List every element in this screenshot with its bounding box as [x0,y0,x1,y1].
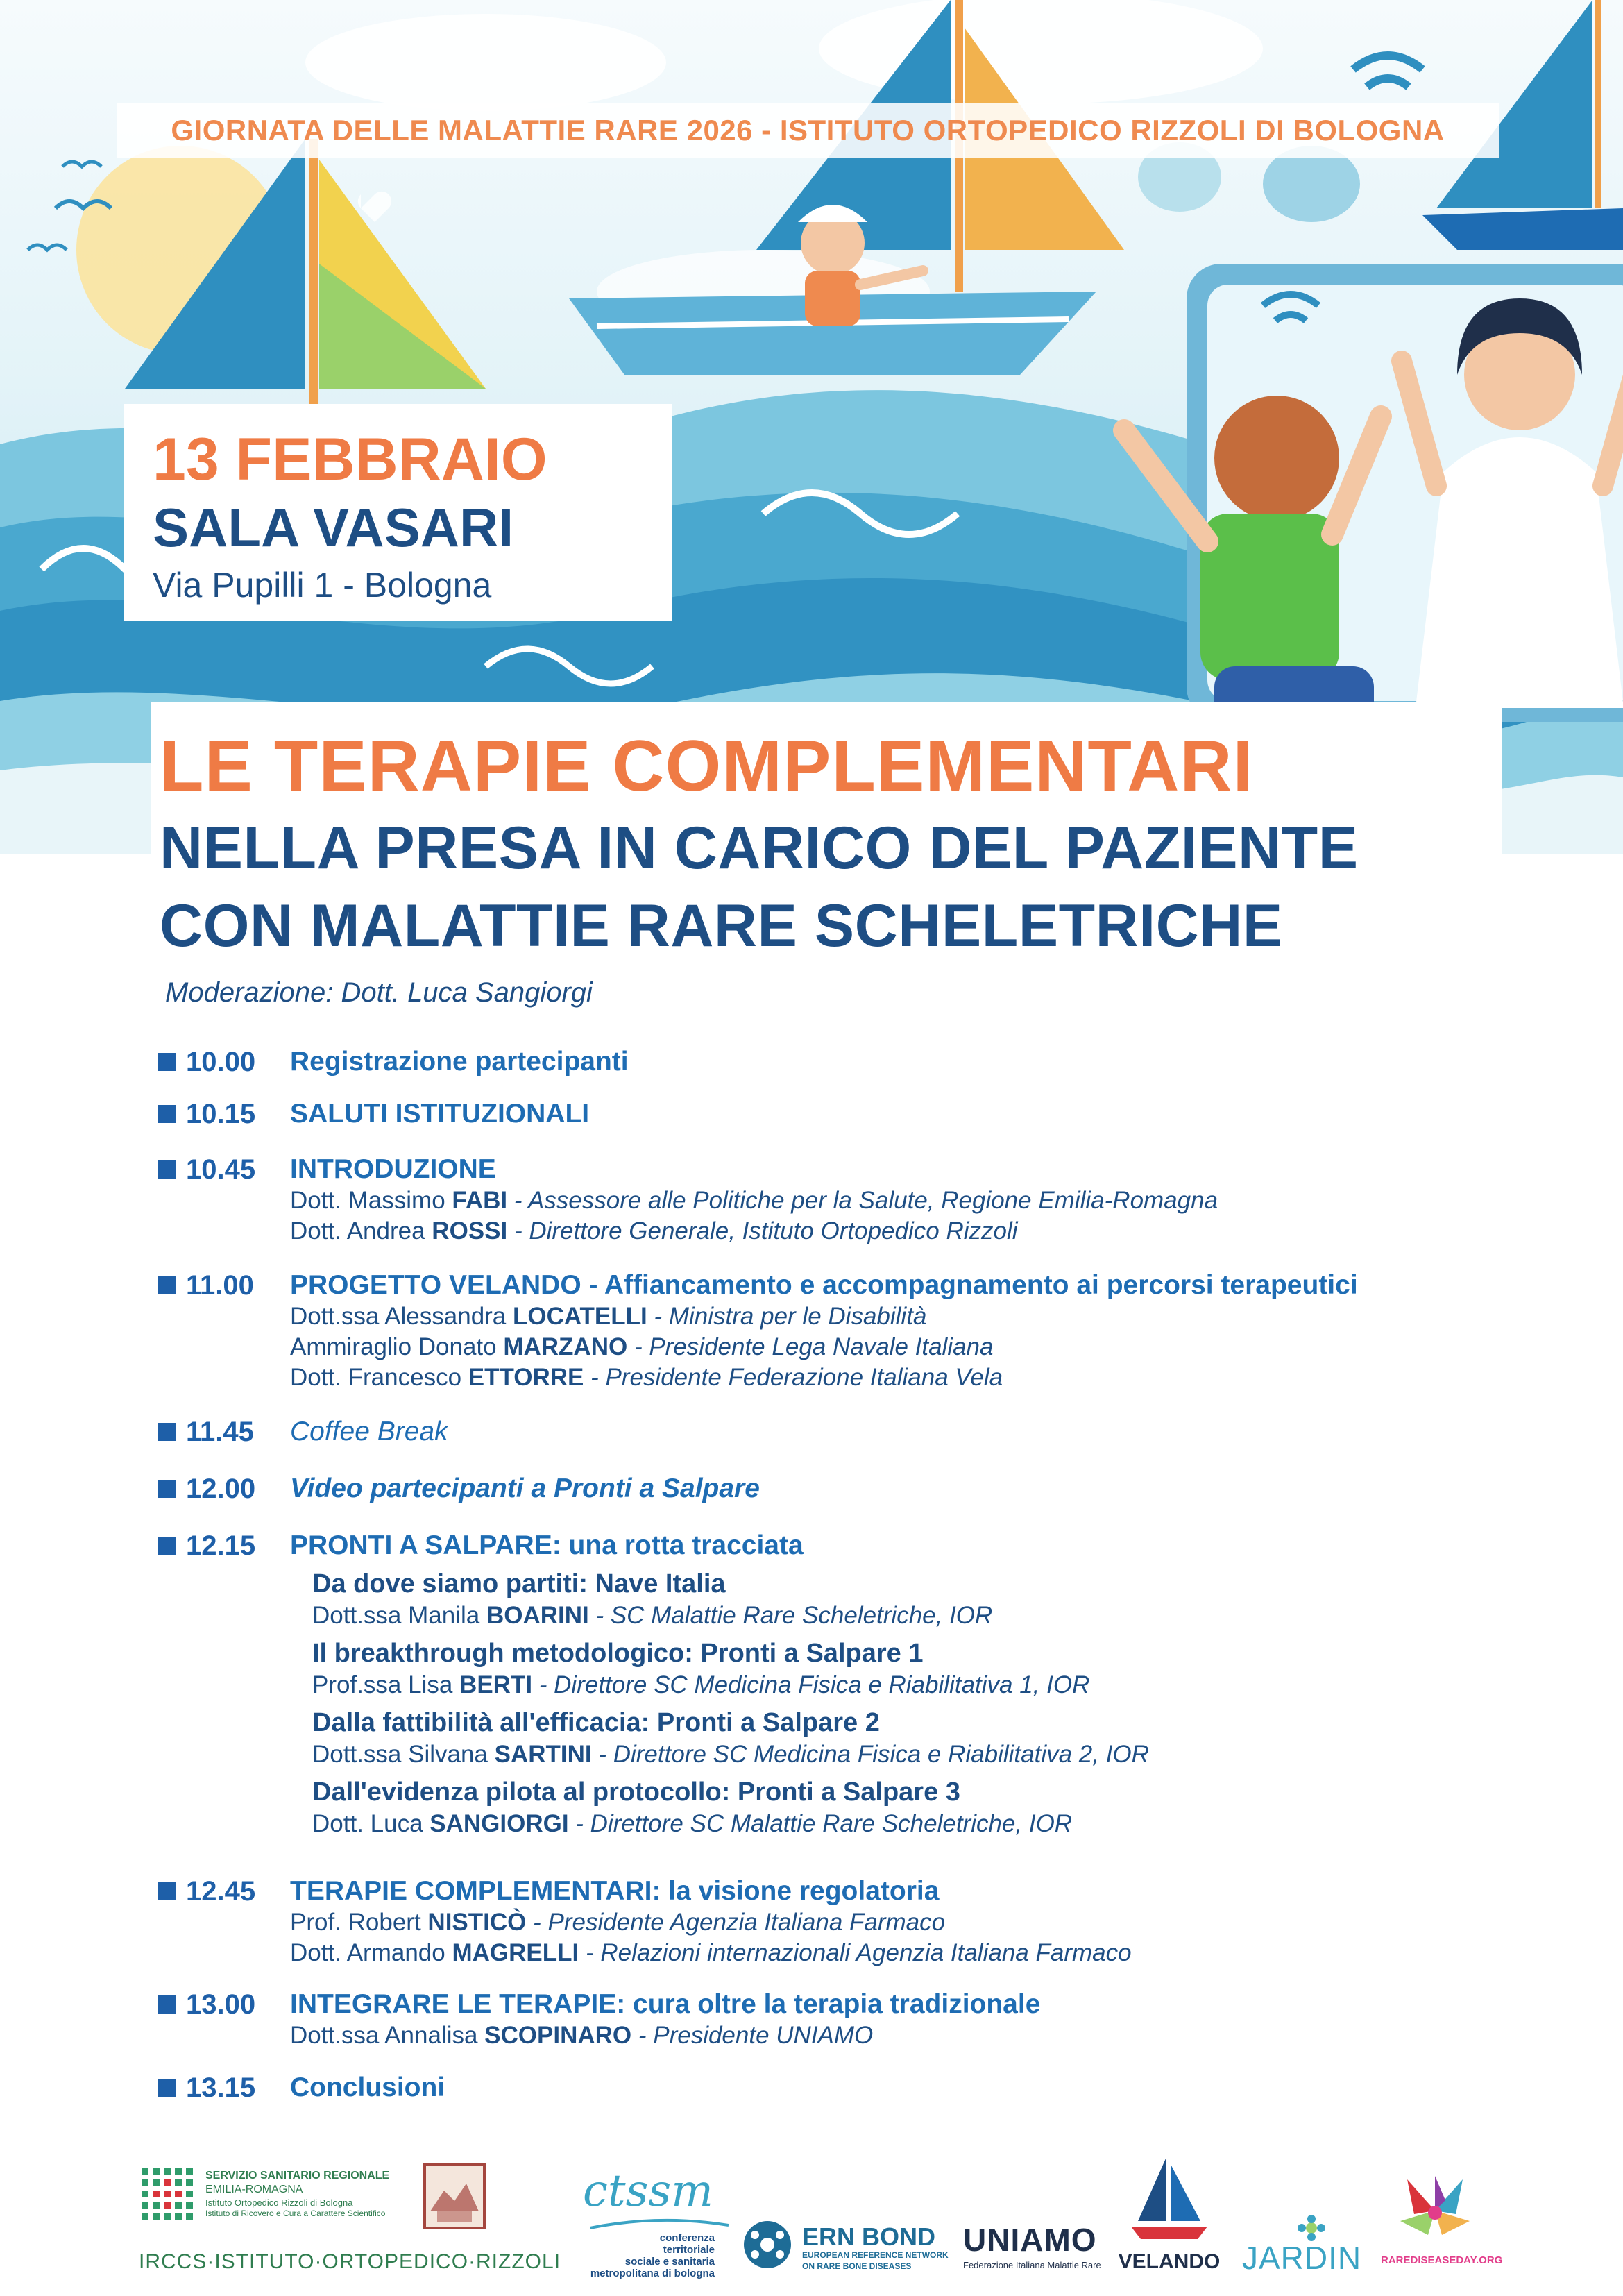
agenda-time: 12.15 [186,1530,256,1561]
speaker-role: - Presidente Federazione Italiana Vela [584,1364,1003,1391]
speaker-line: Ammiraglio Donato MARZANO - Presidente Lega Navale Italiana [290,1333,994,1360]
agenda-time: 13.00 [186,1989,256,2020]
hands-icon [1393,2172,1477,2249]
speaker-line: Dott. Francesco ETTORRE - Presidente Federazione Italiana Vela [290,1364,1003,1391]
bullet-square [158,1160,176,1179]
agenda-title: PRONTI A SALPARE: una rotta tracciata [290,1530,804,1560]
subsection-title: Dalla fattibilità all'efficacia: Pronti a Salpare 2 [312,1708,880,1737]
agenda-title: Registrazione partecipanti [290,1047,629,1077]
event-venue: SALA VASARI [153,497,514,558]
speaker-surname: SANGIORGI [430,1810,569,1837]
rare-disease-day-logo: RAREDISEASEDAY.ORG [1381,2172,1492,2284]
subsection-title: Il breakthrough metodologico: Pronti a Salpare 1 [312,1639,924,1668]
speaker-surname: FABI [452,1187,508,1214]
agenda-time: 13.15 [186,2073,256,2103]
speaker-surname: SARTINI [494,1741,592,1768]
agenda-title: Conclusioni [290,2073,445,2102]
velando-sail-icon [1131,2159,1207,2242]
speaker-surname: ROSSI [432,1217,508,1244]
agenda-title: TERAPIE COMPLEMENTARI: la visione regolatoria [290,1876,940,1906]
agenda-title: Video partecipanti a Pronti a Salpare [290,1474,760,1503]
moderation-line: Moderazione: Dott. Luca Sangiorgi [165,977,593,1008]
title-line-1: LE TERAPIE COMPLEMENTARI [160,726,1254,807]
agenda-time: 10.45 [186,1154,256,1185]
agenda-title: Coffee Break [290,1417,448,1446]
page-title [151,702,1502,988]
speaker-line: Dott. Luca SANGIORGI - Direttore SC Malattie Rare Scheletriche, IOR [312,1810,1073,1837]
agenda-time: 10.15 [186,1099,256,1129]
title-line-2: NELLA PRESA IN CARICO DEL PAZIENTE [160,815,1359,881]
bullet-square [158,1882,176,1900]
speaker-surname: MARZANO [503,1333,628,1360]
speaker-line: Dott. Massimo FABI - Assessore alle Politiche per la Salute, Regione Emilia-Romagna [290,1187,1218,1214]
speaker-line: Dott.ssa Alessandra LOCATELLI - Ministra per le Disabilità [290,1303,927,1330]
ern-bond-logo: ERN BOND EUROPEAN REFERENCE NETWORK ON RARE BONE DISEASES [741,2218,942,2281]
event-date: 13 FEBBRAIO [153,426,547,493]
ern-bond-icon [741,2218,794,2271]
speaker-line: Dott.ssa Silvana SARTINI - Direttore SC Medicina Fisica e Riabilitativa 2, IOR [312,1741,1149,1768]
speaker-role: - Presidente Lega Navale Italiana [627,1333,994,1360]
uniamo-logo: UNIAMO Federazione Italiana Malattie Rare [963,2222,1101,2270]
title-line-3: CON MALATTIE RARE SCHELETRICHE [160,893,1283,959]
footer-logos [0,2152,1623,2296]
speaker-role: - Presidente UNIAMO [631,2022,874,2049]
bullet-square [158,1480,176,1498]
speaker-line: Dott.ssa Manila BOARINI - SC Malattie Rare Scheletriche, IOR [312,1602,993,1629]
speaker-role: - Direttore SC Medicina Fisica e Riabilitativa 1, IOR [532,1671,1090,1698]
jardin-logo: JARDIN [1242,2214,1360,2284]
speaker-role: - Direttore SC Medicina Fisica e Riabilitativa 2, IOR [591,1741,1149,1768]
velando-logo: VELANDO [1117,2159,1221,2284]
event-address: Via Pupilli 1 - Bologna [153,566,492,605]
speaker-surname: BERTI [459,1671,533,1698]
speaker-surname: BOARINI [486,1602,589,1629]
agenda-time: 12.45 [186,1876,256,1907]
subsection-title: Dall'evidenza pilota al protocollo: Pronti a Salpare 3 [312,1778,960,1807]
subsection-title: Da dove siamo partiti: Nave Italia [312,1569,726,1598]
jardin-flower-icon [1291,2214,1332,2242]
agenda-title: SALUTI ISTITUZIONALI [290,1099,590,1129]
bullet-square [158,1537,176,1555]
bullet-square [158,1105,176,1123]
ssr-dots-icon [142,2168,197,2224]
agenda-title: PROGETTO VELANDO - Affiancamento e accompagnamento ai percorsi terapeutici [290,1270,1358,1300]
ctssm-logo: ctssm conferenza territoriale sociale e sanitaria metropolitana di bologna [576,2166,729,2277]
speaker-surname: SCOPINARO [484,2022,632,2049]
agenda-time: 11.45 [186,1417,254,1447]
speaker-surname: LOCATELLI [513,1303,647,1330]
speaker-role: - Direttore Generale, Istituto Ortopedico Rizzoli [507,1217,1018,1244]
ior-building-emblem [423,2163,486,2229]
bullet-square [158,2079,176,2097]
speaker-line: Prof. Robert NISTICÒ - Presidente Agenzia Italiana Farmaco [290,1909,946,1936]
speaker-line: Prof.ssa Lisa BERTI - Direttore SC Medicina Fisica e Riabilitativa 1, IOR [312,1671,1090,1698]
speaker-line: Dott. Armando MAGRELLI - Relazioni internazionali Agenzia Italiana Farmaco [290,1939,1132,1966]
speaker-role: - Direttore SC Malattie Rare Scheletriche, IOR [568,1810,1073,1837]
bullet-square [158,1423,176,1441]
agenda-time: 12.00 [186,1474,256,1504]
speaker-role: - Assessore alle Politiche per la Salute, Regione Emilia-Romagna [507,1187,1218,1214]
speaker-surname: MAGRELLI [452,1939,579,1966]
speaker-role: - SC Malattie Rare Scheletriche, IOR [588,1602,993,1629]
bullet-square [158,1053,176,1071]
bullet-square [158,1276,176,1294]
agenda-time: 11.00 [186,1270,254,1301]
agenda-title: INTEGRARE LE TERAPIE: cura oltre la terapia tradizionale [290,1989,1041,2019]
ior-logo: SERVIZIO SANITARIO REGIONALE EMILIA-ROMAGNA Istituto Ortopedico Rizzoli di Bologna Istituto di Ricovero e Cura a Carattere Scientifico IRCCS·ISTITUTO·ORTOPEDICO·RIZZOLI [139,2159,527,2284]
speaker-role: - Presidente Agenzia Italiana Farmaco [526,1909,946,1936]
ctssm-swoosh [590,2218,729,2232]
speaker-line: Dott.ssa Annalisa SCOPINARO - Presidente UNIAMO [290,2022,874,2049]
agenda-time: 10.00 [186,1047,256,1077]
agenda-title: INTRODUZIONE [290,1154,496,1184]
event-header-text: GIORNATA DELLE MALATTIE RARE 2026 - ISTITUTO ORTOPEDICO RIZZOLI DI BOLOGNA [171,114,1445,146]
speaker-line: Dott. Andrea ROSSI - Direttore Generale, Istituto Ortopedico Rizzoli [290,1217,1018,1244]
speaker-role: - Ministra per le Disabilità [647,1303,927,1330]
event-header-banner [117,103,1499,158]
speaker-surname: NISTICÒ [427,1909,527,1936]
event-info-box [124,404,672,621]
speaker-surname: ETTORRE [468,1364,584,1391]
speaker-role: - Relazioni internazionali Agenzia Italiana Farmaco [579,1939,1132,1966]
bullet-square [158,1995,176,2014]
